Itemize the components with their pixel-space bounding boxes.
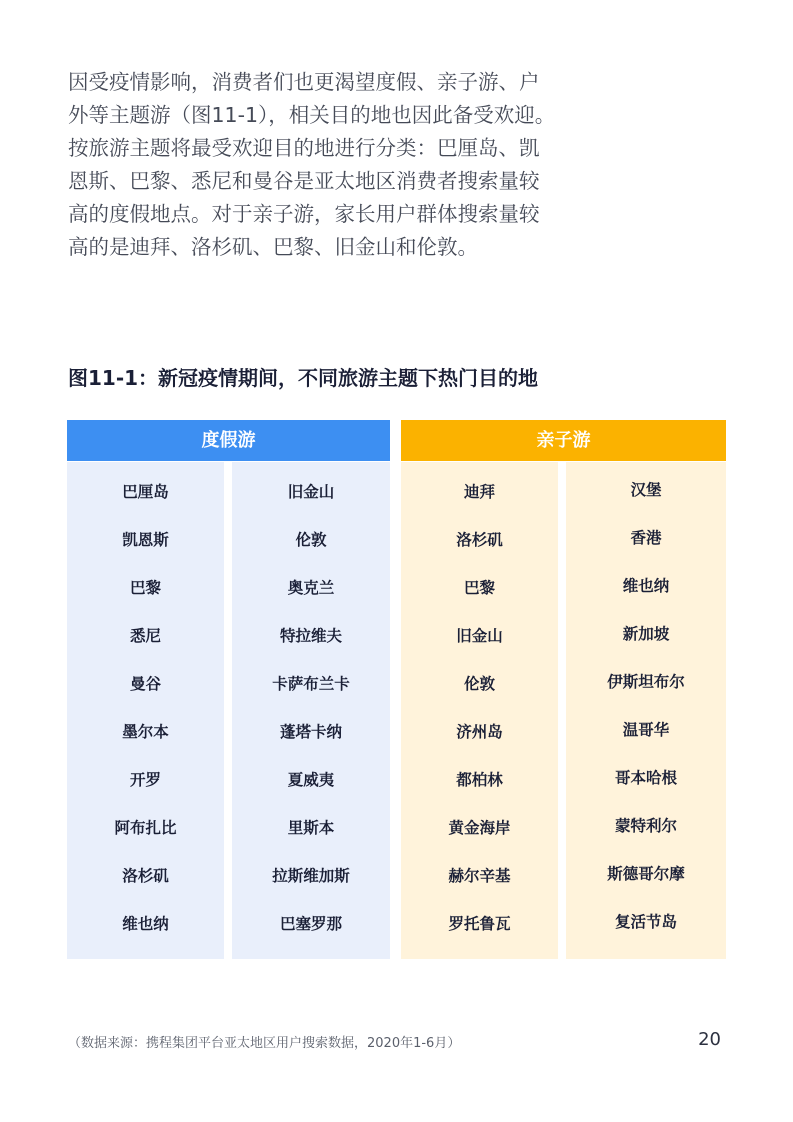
data-source-note: （数据来源：携程集团平台亚太地区用户搜索数据，2020年1-6月）: [68, 1036, 461, 1051]
destination-item: 汉堡: [630, 481, 662, 499]
destination-item: 巴塞罗那: [279, 915, 342, 933]
destination-item: 斯德哥尔摩: [607, 865, 685, 883]
destination-item: 洛杉矶: [122, 867, 169, 885]
intro-line: 外等主题游（图11-1），相关目的地也因此备受欢迎。: [68, 103, 556, 127]
destination-item: 巴黎: [463, 579, 495, 597]
intro-line: 高的度假地点。对于亲子游，家长用户群体搜索量较: [68, 202, 540, 226]
vacation-group-header: 度假游: [67, 420, 390, 461]
intro-line: 恩斯、巴黎、悉尼和曼谷是亚太地区消费者搜索量较: [68, 169, 540, 193]
destination-item: 维也纳: [622, 577, 670, 595]
destination-item: 罗托鲁瓦: [448, 915, 511, 933]
destination-item: 哥本哈根: [614, 769, 677, 787]
vacation-destinations-column-2: [232, 462, 390, 959]
destination-item: 拉斯维加斯: [272, 867, 350, 885]
family-group-header: 亲子游: [401, 420, 726, 461]
intro-line: 因受疫情影响，消费者们也更渴望度假、亲子游、户: [68, 70, 540, 94]
destination-item: 墨尔本: [122, 723, 169, 741]
destination-item: 温哥华: [622, 721, 670, 739]
destination-item: 里斯本: [287, 819, 335, 837]
destination-item: 伊斯坦布尔: [607, 673, 685, 691]
destination-item: 蓬塔卡纳: [279, 723, 342, 741]
destination-item: 旧金山: [456, 627, 503, 645]
figure-title: 图11-1：新冠疫情期间，不同旅游主题下热门目的地: [68, 366, 539, 390]
destination-item: 夏威夷: [287, 771, 335, 789]
destination-item: 伦敦: [295, 531, 327, 549]
destination-item: 奥克兰: [287, 579, 335, 597]
destination-item: 阿布扎比: [114, 819, 177, 837]
page-number: 20: [698, 1029, 721, 1050]
destination-item: 伦敦: [463, 675, 495, 693]
destination-item: 维也纳: [122, 915, 169, 933]
destination-item: 凯恩斯: [122, 531, 169, 549]
destination-item: 香港: [630, 529, 662, 547]
intro-line: 高的是迪拜、洛杉矶、巴黎、旧金山和伦敦。: [68, 235, 478, 259]
family-destinations-column-2: [566, 462, 726, 959]
destination-item: 新加坡: [622, 625, 670, 643]
destination-item: 巴厘岛: [122, 483, 169, 501]
destination-item: 巴黎: [129, 579, 161, 597]
destination-item: 黄金海岸: [448, 819, 511, 837]
destination-item: 曼谷: [129, 675, 161, 693]
destination-item: 旧金山: [287, 483, 335, 501]
destination-item: 卡萨布兰卡: [272, 675, 350, 693]
destination-item: 洛杉矶: [456, 531, 503, 549]
family-destinations-column-1: [401, 462, 558, 959]
vacation-destinations-column-1: [67, 462, 224, 959]
destination-item: 都柏林: [456, 771, 503, 789]
destination-item: 赫尔辛基: [448, 867, 511, 885]
destination-item: 特拉维夫: [279, 627, 342, 645]
intro-paragraph: [68, 66, 556, 264]
intro-line: 按旅游主题将最受欢迎目的地进行分类：巴厘岛、凯: [68, 136, 540, 160]
destination-item: 蒙特利尔: [614, 817, 677, 835]
destination-item: 悉尼: [129, 627, 161, 645]
destination-item: 开罗: [129, 771, 161, 789]
destination-item: 复活节岛: [614, 913, 677, 931]
destination-item: 迪拜: [463, 483, 495, 501]
destination-item: 济州岛: [456, 723, 503, 741]
